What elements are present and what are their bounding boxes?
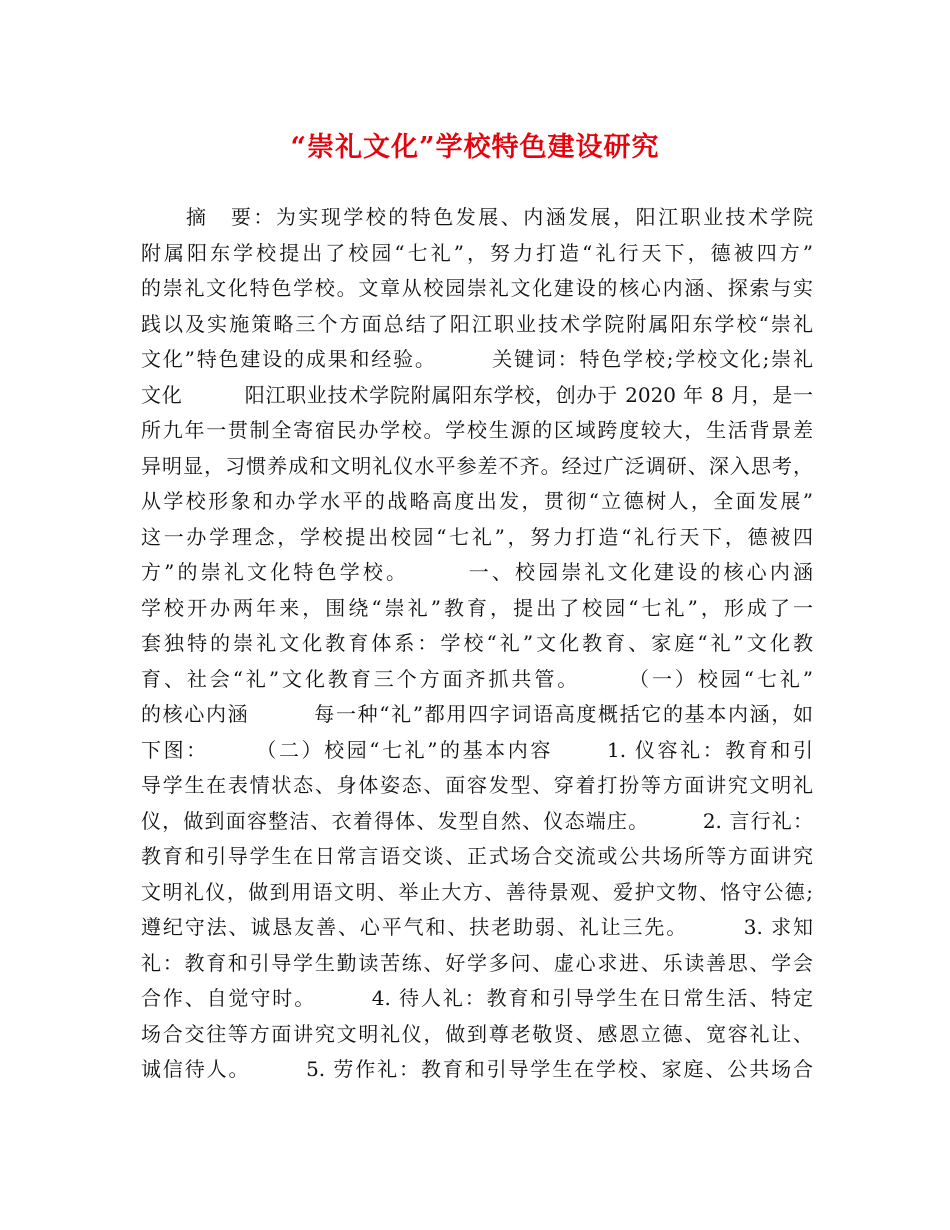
- body-line: 文化 阳江职业技术学院附属阳东学校，创办于 2020 年 8 月，是一: [141, 382, 813, 407]
- body-line: 礼：教育和引导学生勤读苦练、好学多问、虚心求进、乐读善思、学会: [141, 950, 813, 975]
- body-line: 育、社会“礼”文化教育三个方面齐抓共管。 （一）校园“七礼”: [141, 666, 813, 691]
- body-line: 方”的崇礼文化特色学校。 一、校园崇礼文化建设的核心内涵: [141, 560, 813, 584]
- body-line: 的崇礼文化特色学校。文章从校园崇礼文化建设的核心内涵、探索与实: [141, 276, 813, 300]
- body-line: 异明显，习惯养成和文明礼仪水平参差不齐。经过广泛调研、深入思考，: [141, 453, 813, 478]
- body-line: 遵纪守法、诚恳友善、心平气和、扶老助弱、礼让三先。 3. 求知: [141, 915, 813, 939]
- body-line: 学校开办两年来，围绕“崇礼”教育，提出了校园“七礼”，形成了一: [141, 595, 813, 620]
- body-line: 的核心内涵 每一种“礼”都用四字词语高度概括它的基本内涵，如: [141, 702, 813, 726]
- body-line: 从学校形象和办学水平的战略高度出发，贯彻“立德树人，全面发展”: [141, 489, 813, 513]
- body-line: 导学生在表情状态、身体姿态、面容发型、穿着打扮等方面讲究文明礼: [141, 773, 813, 797]
- body-line: 仪，做到面容整洁、衣着得体、发型自然、仪态端庄。 2. 言行礼：: [141, 808, 813, 833]
- body-line: 教育和引导学生在日常言语交谈、正式场合交流或公共场所等方面讲究: [141, 844, 813, 868]
- document-body: [141, 200, 813, 1088]
- body-line: 所九年一贯制全寄宿民办学校。学校生源的区域跨度较大，生活背景差: [141, 418, 813, 442]
- body-line: 诚信待人。 5. 劳作礼：教育和引导学生在学校、家庭、公共场合: [141, 1057, 813, 1081]
- body-line: 套独特的崇礼文化教育体系：学校“礼”文化教育、家庭“礼”文化教: [141, 631, 813, 655]
- body-line: 文明礼仪，做到用语文明、举止大方、善待景观、爱护文物、恪守公德;: [141, 879, 813, 904]
- body-line: 文化”特色建设的成果和经验。 关键词：特色学校;学校文化;崇礼: [141, 347, 813, 371]
- document-title: “崇礼文化”学校特色建设研究: [290, 132, 660, 163]
- body-line: 这一办学理念，学校提出校园“七礼”，努力打造“礼行天下，德被四: [141, 524, 813, 549]
- body-line: 合作、自觉守时。 4. 待人礼：教育和引导学生在日常生活、特定: [141, 986, 813, 1010]
- body-line: 场合交往等方面讲究文明礼仪，做到尊老敬贤、感恩立德、宽容礼让、: [141, 1021, 813, 1046]
- body-line: 践以及实施策略三个方面总结了阳江职业技术学院附属阳东学校“崇礼: [141, 311, 813, 336]
- body-line: 附属阳东学校提出了校园“七礼”，努力打造“礼行天下，德被四方”: [141, 240, 813, 265]
- body-line: 下图： （二）校园“七礼”的基本内容 1. 仪容礼：教育和引: [141, 737, 813, 762]
- body-line: 摘 要：为实现学校的特色发展、内涵发展，阳江职业技术学院: [141, 205, 813, 229]
